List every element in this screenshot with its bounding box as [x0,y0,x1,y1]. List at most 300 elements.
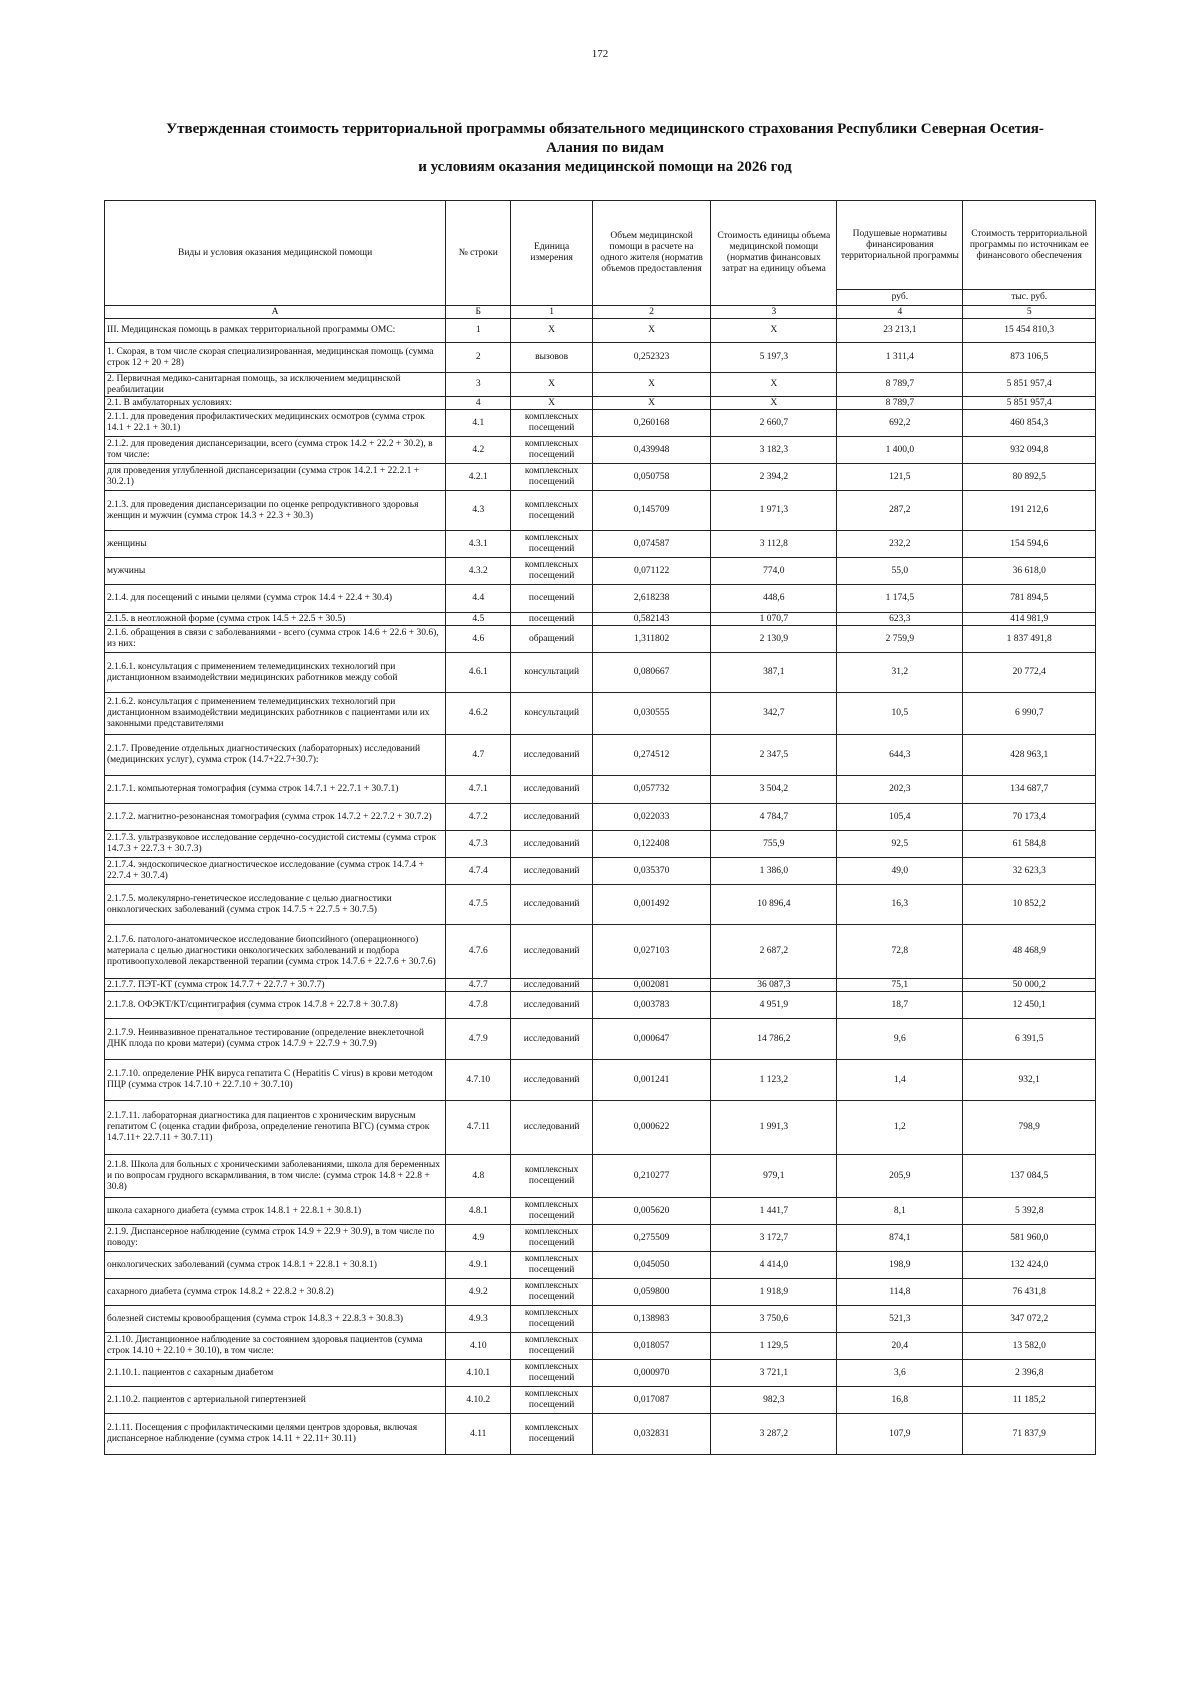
row-volume: 2,618238 [592,585,710,613]
row-per-capita: 121,5 [837,464,963,491]
title-line-3: и условиям оказания медицинской помощи на 2026 год [418,159,792,175]
row-number: 4.10.2 [446,1387,511,1414]
row-number: 4.7.5 [446,885,511,925]
table-row [105,925,1096,979]
row-total: 2 396,8 [963,1360,1096,1387]
row-volume: 0,005620 [592,1198,710,1225]
row-number: 4 [446,397,511,410]
row-per-capita: 1,4 [837,1060,963,1101]
table-row [105,735,1096,776]
row-number: 4.4 [446,585,511,613]
row-name: мужчины [105,558,446,585]
row-number: 4.9.3 [446,1306,511,1333]
row-unit-cost: 3 750,6 [711,1306,837,1333]
row-name: 2.1.7.9. Неинвазивное пренатальное тестирование (определение внеклеточной ДНК плода по крови матери) (сумма строк 14.7.9 + 22.7.9 + 30.7.9) [105,1019,446,1060]
row-name: 2.1.6.2. консультация с применением телемедицинских технологий при дистанционном взаимодействии медицинских работников с пациентами или их законными представителями [105,693,446,735]
row-number: 4.7.1 [446,776,511,804]
row-unit-cost: 3 287,2 [711,1414,837,1455]
table-row [105,1060,1096,1101]
row-number: 4.7 [446,735,511,776]
row-number: 4.3.1 [446,531,511,558]
row-number: 4.8 [446,1155,511,1198]
row-name: 2. Первичная медико-санитарная помощь, за исключением медицинской реабилитации [105,373,446,397]
row-per-capita: 521,3 [837,1306,963,1333]
header-type: Виды и условия оказания медицинской помощи [105,201,446,306]
row-volume: X [592,319,710,343]
row-unit-cost: 755,9 [711,831,837,858]
row-volume: 0,252323 [592,343,710,373]
row-per-capita: 18,7 [837,992,963,1019]
row-unit: исследований [511,992,592,1019]
header-unit-cost: Стоимость единицы объема медицинской помощи (норматив финансовых затрат на единицу объема [711,201,837,306]
row-total: 6 990,7 [963,693,1096,735]
row-unit-cost: 3 112,8 [711,531,837,558]
index-1: 1 [511,306,592,319]
row-name: сахарного диабета (сумма строк 14.8.2 + 22.8.2 + 30.8.2) [105,1279,446,1306]
row-unit: X [511,319,592,343]
row-volume: 0,032831 [592,1414,710,1455]
row-number: 4.9 [446,1225,511,1252]
row-total: 5 851 957,4 [963,373,1096,397]
table-row [105,979,1096,992]
row-per-capita: 31,2 [837,653,963,693]
row-unit-cost: 387,1 [711,653,837,693]
row-volume: 0,439948 [592,437,710,464]
row-unit-cost: 1 070,7 [711,613,837,626]
table-row [105,343,1096,373]
row-name: 2.1.8. Школа для больных с хроническими заболеваниями, школа для беременных и по вопросам грудного вскармливания, в том числе: (сумма строк 14.8 + 22.8 + 30.8) [105,1155,446,1198]
row-total: 13 582,0 [963,1333,1096,1360]
row-volume: 0,138983 [592,1306,710,1333]
row-name: 2.1.7.5. молекулярно-генетическое исследование с целью диагностики онкологических заболеваний (сумма строк 14.7.5 + 22.7.5 + 30.7.5) [105,885,446,925]
row-number: 4.7.10 [446,1060,511,1101]
row-volume: 0,260168 [592,410,710,437]
index-4: 4 [837,306,963,319]
row-volume: 0,057732 [592,776,710,804]
row-per-capita: 16,3 [837,885,963,925]
row-per-capita: 20,4 [837,1333,963,1360]
row-total: 20 772,4 [963,653,1096,693]
row-unit-cost: 774,0 [711,558,837,585]
row-per-capita: 114,8 [837,1279,963,1306]
row-per-capita: 198,9 [837,1252,963,1279]
row-unit-cost: 14 786,2 [711,1019,837,1060]
row-number: 4.7.4 [446,858,511,885]
row-unit-cost: 4 784,7 [711,804,837,831]
row-unit-cost: 3 172,7 [711,1225,837,1252]
row-total: 137 084,5 [963,1155,1096,1198]
row-total: 154 594,6 [963,531,1096,558]
row-unit-cost: 3 721,1 [711,1360,837,1387]
table-row [105,858,1096,885]
row-number: 4.6.2 [446,693,511,735]
row-number: 4.9.1 [446,1252,511,1279]
table-body [105,319,1096,1455]
row-unit: вызовов [511,343,592,373]
row-unit-cost: 1 441,7 [711,1198,837,1225]
row-unit: посещений [511,613,592,626]
row-per-capita: 205,9 [837,1155,963,1198]
row-name: 2.1.5. в неотложной форме (сумма строк 14.5 + 22.5 + 30.5) [105,613,446,626]
table-row [105,319,1096,343]
row-volume: 0,000970 [592,1360,710,1387]
row-volume: 0,275509 [592,1225,710,1252]
table-row [105,693,1096,735]
row-name: 2.1.10.2. пациентов с артериальной гипертензией [105,1387,446,1414]
row-name: 2.1.7.11. лабораторная диагностика для пациентов с хроническим вирусным гепатитом С (оценка стадии фиброза, определение генотипа ВГС) (сумма строк 14.7.11+ 22.7.11 + 30.7.11) [105,1101,446,1155]
row-total: 781 894,5 [963,585,1096,613]
row-volume: 0,000622 [592,1101,710,1155]
row-number: 1 [446,319,511,343]
header-unit-rub: руб. [837,290,963,306]
table-row [105,776,1096,804]
row-name: 2.1.4. для посещений с иными целями (сумма строк 14.4 + 22.4 + 30.4) [105,585,446,613]
index-2: 2 [592,306,710,319]
row-total: 581 960,0 [963,1225,1096,1252]
row-total: 191 212,6 [963,491,1096,531]
row-total: 6 391,5 [963,1019,1096,1060]
row-unit-cost: 3 182,3 [711,437,837,464]
row-per-capita: 8 789,7 [837,373,963,397]
header-row-number: № строки [446,201,511,306]
table-row [105,1198,1096,1225]
row-total: 5 851 957,4 [963,397,1096,410]
row-unit: X [511,373,592,397]
row-unit: комплексных посещений [511,558,592,585]
row-number: 4.6.1 [446,653,511,693]
row-name: болезней системы кровообращения (сумма строк 14.8.3 + 22.8.3 + 30.8.3) [105,1306,446,1333]
row-name: 2.1.10. Дистанционное наблюдение за состоянием здоровья пациентов (сумма строк 14.10 + 22.10 + 30.10), в том числе: [105,1333,446,1360]
row-unit: комплексных посещений [511,1306,592,1333]
table-row [105,491,1096,531]
table-row [105,437,1096,464]
row-per-capita: 55,0 [837,558,963,585]
row-volume: X [592,373,710,397]
row-unit: исследований [511,1060,592,1101]
row-unit: комплексных посещений [511,437,592,464]
table-row [105,613,1096,626]
row-unit: исследований [511,735,592,776]
row-total: 36 618,0 [963,558,1096,585]
row-number: 4.7.9 [446,1019,511,1060]
row-per-capita: 2 759,9 [837,626,963,653]
row-total: 76 431,8 [963,1279,1096,1306]
header-unit: Единица измерения [511,201,592,306]
row-total: 932 094,8 [963,437,1096,464]
table-row [105,397,1096,410]
row-unit: исследований [511,925,592,979]
row-name: 2.1.9. Диспансерное наблюдение (сумма строк 14.9 + 22.9 + 30.9), в том числе по поводу: [105,1225,446,1252]
row-per-capita: 105,4 [837,804,963,831]
row-name: 2.1.7.2. магнитно-резонансная томография (сумма строк 14.7.2 + 22.7.2 + 30.7.2) [105,804,446,831]
table-row [105,1360,1096,1387]
title-line-2: Алания по видам [546,140,664,156]
document-title [105,120,1105,177]
row-total: 134 687,7 [963,776,1096,804]
row-unit-cost: 4 414,0 [711,1252,837,1279]
row-name: 2.1.10.1. пациентов с сахарным диабетом [105,1360,446,1387]
table-row [105,992,1096,1019]
table-row [105,1387,1096,1414]
row-number: 3 [446,373,511,397]
row-unit-cost: 36 087,3 [711,979,837,992]
row-volume: 0,059800 [592,1279,710,1306]
row-total: 10 852,2 [963,885,1096,925]
row-volume: 0,582143 [592,613,710,626]
row-per-capita: 202,3 [837,776,963,804]
row-number: 2 [446,343,511,373]
row-per-capita: 1,2 [837,1101,963,1155]
index-b: Б [446,306,511,319]
row-per-capita: 107,9 [837,1414,963,1455]
header-program-cost: Стоимость территориальной программы по источникам ее финансового обеспечения [963,201,1096,290]
row-volume: 0,001492 [592,885,710,925]
page-number: 172 [591,48,609,60]
row-unit-cost: 2 660,7 [711,410,837,437]
row-name: 2.1.7.10. определение РНК вируса гепатита С (Hepatitis C virus) в крови методом ПЦР (сумма строк 14.7.10 + 22.7.10 + 30.7.10) [105,1060,446,1101]
row-unit: исследований [511,776,592,804]
row-total: 873 106,5 [963,343,1096,373]
row-volume: 1,311802 [592,626,710,653]
row-unit: исследований [511,885,592,925]
row-unit-cost: 979,1 [711,1155,837,1198]
row-unit: исследований [511,1101,592,1155]
row-unit: комплексных посещений [511,1155,592,1198]
row-name: 1. Скорая, в том числе скорая специализированная, медицинская помощь (сумма строк 12 + 20 + 28) [105,343,446,373]
row-unit: комплексных посещений [511,1387,592,1414]
row-unit: обращений [511,626,592,653]
row-unit: комплексных посещений [511,491,592,531]
row-total: 71 837,9 [963,1414,1096,1455]
header-per-capita: Подушевые нормативы финансирования территориальной программы [837,201,963,290]
row-unit-cost: 2 130,9 [711,626,837,653]
row-unit-cost: 342,7 [711,693,837,735]
row-unit: комплексных посещений [511,464,592,491]
row-name: 2.1.7.8. ОФЭКТ/КТ/сцинтиграфия (сумма строк 14.7.8 + 22.7.8 + 30.7.8) [105,992,446,1019]
row-total: 132 424,0 [963,1252,1096,1279]
row-name: 2.1.7.7. ПЭТ-КТ (сумма строк 14.7.7 + 22.7.7 + 30.7.7) [105,979,446,992]
row-number: 4.7.2 [446,804,511,831]
row-per-capita: 1 400,0 [837,437,963,464]
row-volume: 0,050758 [592,464,710,491]
table-row [105,1333,1096,1360]
table-row [105,653,1096,693]
row-volume: 0,122408 [592,831,710,858]
row-number: 4.2.1 [446,464,511,491]
row-unit-cost: X [711,319,837,343]
row-unit: исследований [511,831,592,858]
row-name: 2.1.3. для проведения диспансеризации по оценке репродуктивного здоровья женщин и мужчин (сумма строк 14.3 + 22.3 + 30.3) [105,491,446,531]
row-total: 48 468,9 [963,925,1096,979]
row-number: 4.7.6 [446,925,511,979]
index-a: А [105,306,446,319]
row-volume: X [592,397,710,410]
row-per-capita: 8,1 [837,1198,963,1225]
row-total: 12 450,1 [963,992,1096,1019]
row-unit-cost: 1 971,3 [711,491,837,531]
row-name: онкологических заболеваний (сумма строк 14.8.1 + 22.8.1 + 30.8.1) [105,1252,446,1279]
row-number: 4.6 [446,626,511,653]
row-unit-cost: 1 991,3 [711,1101,837,1155]
table-row [105,585,1096,613]
row-per-capita: 644,3 [837,735,963,776]
row-name: III. Медицинская помощь в рамках территориальной программы ОМС: [105,319,446,343]
table-row [105,1101,1096,1155]
row-volume: 0,210277 [592,1155,710,1198]
row-number: 4.10.1 [446,1360,511,1387]
row-volume: 0,002081 [592,979,710,992]
row-volume: 0,030555 [592,693,710,735]
row-volume: 0,018057 [592,1333,710,1360]
row-unit-cost: 10 896,4 [711,885,837,925]
row-number: 4.9.2 [446,1279,511,1306]
table-row [105,804,1096,831]
row-volume: 0,022033 [592,804,710,831]
table-row [105,1279,1096,1306]
table-row [105,1225,1096,1252]
row-volume: 0,074587 [592,531,710,558]
row-name: 2.1. В амбулаторных условиях: [105,397,446,410]
row-per-capita: 23 213,1 [837,319,963,343]
table-row [105,531,1096,558]
row-volume: 0,145709 [592,491,710,531]
row-volume: 0,003783 [592,992,710,1019]
row-unit: комплексных посещений [511,1414,592,1455]
table-row [105,464,1096,491]
table-row [105,558,1096,585]
row-per-capita: 8 789,7 [837,397,963,410]
row-per-capita: 72,8 [837,925,963,979]
row-per-capita: 9,6 [837,1019,963,1060]
row-per-capita: 16,8 [837,1387,963,1414]
row-number: 4.1 [446,410,511,437]
row-number: 4.7.3 [446,831,511,858]
row-unit: комплексных посещений [511,1333,592,1360]
row-per-capita: 75,1 [837,979,963,992]
row-unit: исследований [511,1019,592,1060]
row-volume: 0,001241 [592,1060,710,1101]
header-unit-thousand-rub: тыс. руб. [963,290,1096,306]
row-total: 15 454 810,3 [963,319,1096,343]
row-unit: комплексных посещений [511,1225,592,1252]
row-name: 2.1.7.3. ультразвуковое исследование сердечно-сосудистой системы (сумма строк 14.7.3 + 22.7.3 + 30.7.3) [105,831,446,858]
row-total: 414 981,9 [963,613,1096,626]
table-row [105,885,1096,925]
row-unit-cost: 2 687,2 [711,925,837,979]
row-volume: 0,035370 [592,858,710,885]
row-unit-cost: 1 386,0 [711,858,837,885]
row-total: 70 173,4 [963,804,1096,831]
row-name: 2.1.7.1. компьютерная томография (сумма строк 14.7.1 + 22.7.1 + 30.7.1) [105,776,446,804]
row-unit-cost: 1 918,9 [711,1279,837,1306]
row-unit-cost: 1 129,5 [711,1333,837,1360]
row-unit-cost: 982,3 [711,1387,837,1414]
row-name: школа сахарного диабета (сумма строк 14.8.1 + 22.8.1 + 30.8.1) [105,1198,446,1225]
row-per-capita: 287,2 [837,491,963,531]
row-number: 4.3.2 [446,558,511,585]
row-unit-cost: 4 951,9 [711,992,837,1019]
row-unit: X [511,397,592,410]
row-number: 4.5 [446,613,511,626]
table-row [105,831,1096,858]
row-name: 2.1.6. обращения в связи с заболеваниями - всего (сумма строк 14.6 + 22.6 + 30.6), из них: [105,626,446,653]
row-number: 4.7.8 [446,992,511,1019]
header-volume: Объем медицинской помощи в расчете на одного жителя (норматив объемов предоставления [592,201,710,306]
row-unit: комплексных посещений [511,531,592,558]
row-total: 61 584,8 [963,831,1096,858]
table-row [105,1306,1096,1333]
row-total: 80 892,5 [963,464,1096,491]
row-number: 4.7.11 [446,1101,511,1155]
row-per-capita: 1 311,4 [837,343,963,373]
row-name: для проведения углубленной диспансеризации (сумма строк 14.2.1 + 22.2.1 + 30.2.1) [105,464,446,491]
row-name: 2.1.6.1. консультация с применением телемедицинских технологий при дистанционном взаимодействии медицинских работников между собой [105,653,446,693]
index-3: 3 [711,306,837,319]
row-unit-cost: 448,6 [711,585,837,613]
table-row [105,1414,1096,1455]
row-total: 460 854,3 [963,410,1096,437]
row-name: женщины [105,531,446,558]
table-row [105,626,1096,653]
row-total: 11 185,2 [963,1387,1096,1414]
row-unit-cost: 2 394,2 [711,464,837,491]
row-total: 5 392,8 [963,1198,1096,1225]
row-name: 2.1.1. для проведения профилактических медицинских осмотров (сумма строк 14.1 + 22.1 + 30.1) [105,410,446,437]
row-unit-cost: 1 123,2 [711,1060,837,1101]
row-per-capita: 692,2 [837,410,963,437]
row-total: 1 837 491,8 [963,626,1096,653]
table-row [105,1155,1096,1198]
row-volume: 0,045050 [592,1252,710,1279]
row-total: 50 000,2 [963,979,1096,992]
row-unit: консультаций [511,653,592,693]
row-volume: 0,071122 [592,558,710,585]
row-per-capita: 1 174,5 [837,585,963,613]
row-per-capita: 623,3 [837,613,963,626]
index-5: 5 [963,306,1096,319]
row-per-capita: 49,0 [837,858,963,885]
row-unit: комплексных посещений [511,410,592,437]
row-unit: комплексных посещений [511,1252,592,1279]
row-per-capita: 92,5 [837,831,963,858]
row-total: 32 623,3 [963,858,1096,885]
row-total: 428 963,1 [963,735,1096,776]
row-unit: посещений [511,585,592,613]
row-total: 347 072,2 [963,1306,1096,1333]
row-unit-cost: X [711,373,837,397]
title-line-1: Утвержденная стоимость территориальной программы обязательного медицинского страхования Республики Северная Осетия- [166,121,1044,137]
row-number: 4.11 [446,1414,511,1455]
row-volume: 0,027103 [592,925,710,979]
row-per-capita: 232,2 [837,531,963,558]
row-unit-cost: 3 504,2 [711,776,837,804]
row-volume: 0,017087 [592,1387,710,1414]
row-number: 4.3 [446,491,511,531]
table-row [105,373,1096,397]
row-name: 2.1.7.6. патолого-анатомическое исследование биопсийного (операционного) материала с целью диагностики онкологических заболеваний и подбора противоопухолевой лекарственной терапии (сумма строк 14.7.6 + 22.7.6 + 30.7.6) [105,925,446,979]
row-per-capita: 874,1 [837,1225,963,1252]
table-row [105,410,1096,437]
row-number: 4.10 [446,1333,511,1360]
row-unit: консультаций [511,693,592,735]
row-name: 2.1.11. Посещения с профилактическими целями центров здоровья, включая диспансерное наблюдение (сумма строк 14.11 + 22.11+ 30.11) [105,1414,446,1455]
row-per-capita: 3,6 [837,1360,963,1387]
row-volume: 0,080667 [592,653,710,693]
row-name: 2.1.7.4. эндоскопическое диагностическое исследование (сумма строк 14.7.4 + 22.7.4 + 30.7.4) [105,858,446,885]
row-unit: комплексных посещений [511,1279,592,1306]
table-row [105,1019,1096,1060]
row-volume: 0,274512 [592,735,710,776]
